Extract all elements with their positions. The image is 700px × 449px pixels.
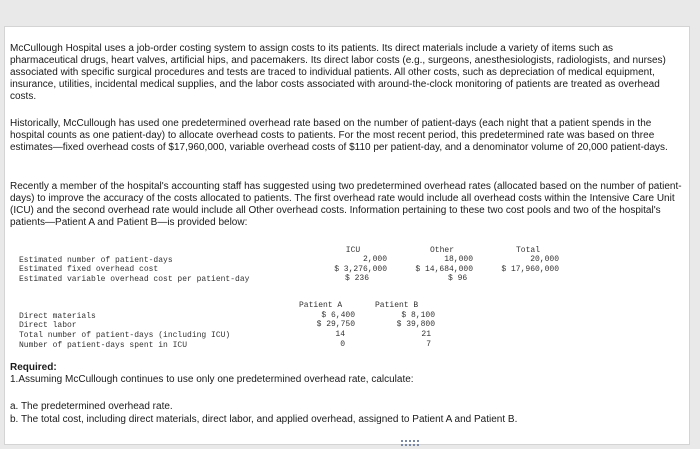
table2-row-label: Direct labor bbox=[19, 321, 77, 330]
table1-cell: $ 236 bbox=[345, 274, 370, 283]
table1-cell: $ 3,276,000 bbox=[334, 265, 387, 274]
table1-cell: $ 96 bbox=[448, 274, 468, 283]
table2-cell: $ 29,750 bbox=[316, 320, 355, 329]
table2-row-label: Number of patient-days spent in ICU bbox=[19, 341, 188, 350]
table2-cell: $ 39,800 bbox=[396, 320, 435, 329]
table1-header-other: Other bbox=[429, 246, 454, 255]
table1-row-label: Estimated number of patient-days bbox=[19, 256, 173, 265]
table1-cell: 2,000 bbox=[362, 255, 387, 264]
table2-cell: 14 bbox=[335, 330, 345, 339]
table2-cell: 7 bbox=[426, 340, 431, 349]
table2-row-label: Total number of patient-days (including ICU) bbox=[19, 331, 231, 340]
table2-row-label: Direct materials bbox=[19, 312, 96, 321]
recent-paragraph: Recently a member of the hospital's accounting staff has suggested using two predetermined overhead rates (allocated based on the number of patient-days) to improve the accuracy of the costs allocated to patients. The first overhead rate would include all overhead costs within the Intensive Care Unit (ICU) and the second overhead rate would include all Other overhead costs. Information pertaining to these two cost pools and two of the hospital's patients—Patient A and Patient B—is provided below: bbox=[10, 181, 682, 228]
question-1a: a. The predetermined overhead rate. bbox=[10, 401, 173, 412]
question-1b: b. The total cost, including direct materials, direct labor, and applied overhead, assigned to Patient A and Patient B. bbox=[10, 414, 518, 425]
scroll-grip-icon[interactable] bbox=[401, 440, 419, 446]
table2-cell: $ 6,400 bbox=[321, 311, 355, 320]
table2-cell: 0 bbox=[340, 340, 345, 349]
table1-header-total: Total bbox=[515, 246, 540, 255]
table1-cell: 18,000 bbox=[444, 255, 473, 264]
table1-cell: $ 14,684,000 bbox=[415, 265, 473, 274]
table1-cell: 20,000 bbox=[530, 255, 559, 264]
intro-paragraph: McCullough Hospital uses a job-order costing system to assign costs to its patients. Its direct materials include a variety of items such as pharmaceutical drugs, heart valves, artificial hips, and pacemakers. Its direct labor costs (e.g., surgeons, anesthesiologists, radiologists, and nurses) associated with specific surgical procedures and tests are traced to individual patients. All other costs, such as depreciation of medical equipment, insurance, utilities, incidental medical supplies, and the labor costs associated with around-the-clock monitoring of patients are treated as overhead costs. bbox=[10, 43, 666, 102]
table1-header-icu: ICU bbox=[345, 246, 361, 255]
required-heading: Required: bbox=[10, 362, 57, 373]
table1-cell: $ 17,960,000 bbox=[501, 265, 559, 274]
table2-cell: $ 8,100 bbox=[401, 311, 435, 320]
problem-page bbox=[4, 26, 690, 445]
question-1: 1.Assuming McCullough continues to use only one predetermined overhead rate, calculate: bbox=[10, 374, 414, 385]
table1-row-label: Estimated fixed overhead cost bbox=[19, 265, 159, 274]
table2-cell: 21 bbox=[421, 330, 431, 339]
table2-header-patient-b: Patient B bbox=[375, 301, 419, 310]
table2-header-patient-a: Patient A bbox=[299, 301, 343, 310]
history-paragraph: Historically, McCullough has used one predetermined overhead rate based on the number of patient-days (each night that a patient spends in the hospital counts as one patient-day) to allocate overhead costs to patients. For the most recent period, this predetermined rate was based on three estimates—fixed overhead costs of $17,960,000, variable overhead costs of $110 per patient-day, and a denominator volume of 20,000 patient-days. bbox=[10, 118, 668, 153]
table1-row-label: Estimated variable overhead cost per patient-day bbox=[19, 275, 250, 284]
